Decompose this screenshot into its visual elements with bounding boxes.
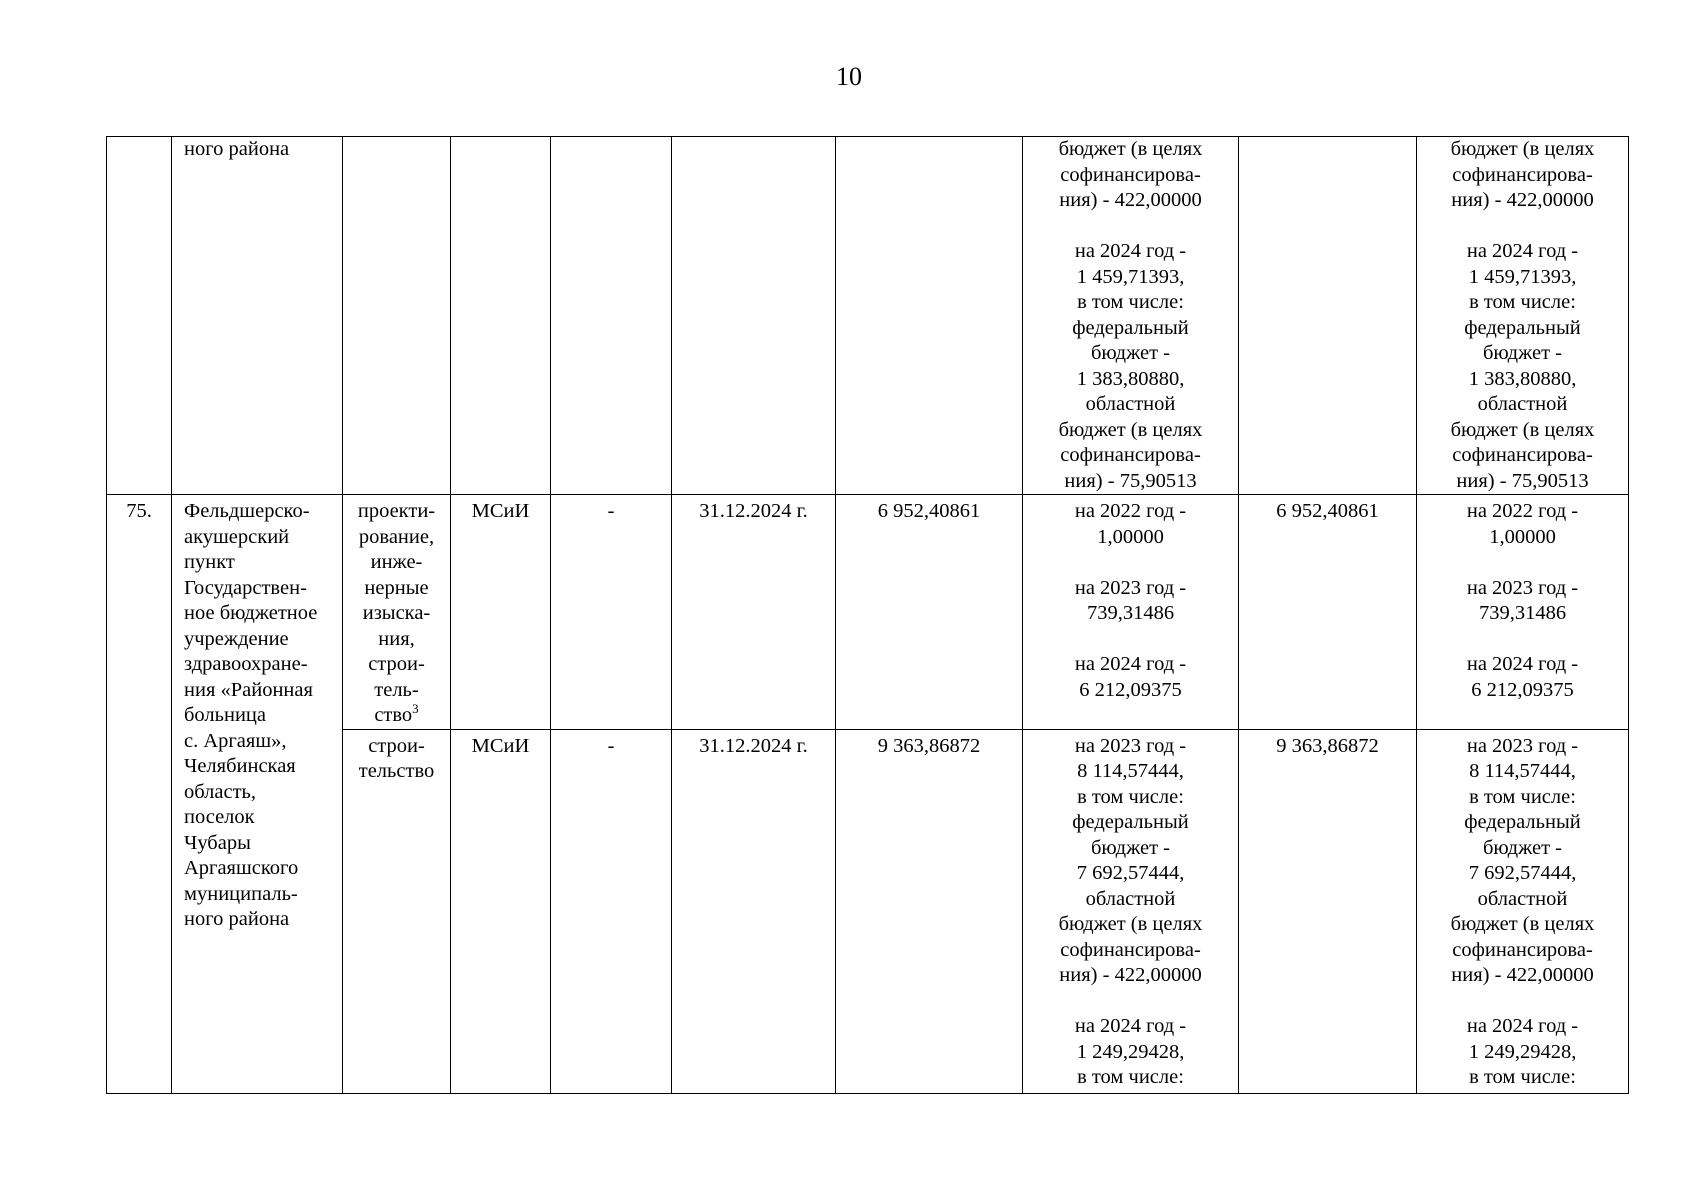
cell-funding-allocated: бюджет (в целях софинансирова- ния) - 422,00000 на 2024 год - 1 459,71393, в том числе: федеральный бюджет - 1 383,80880, областной бюджет (в целях софинансирова- ния) - 75,90513 [1417, 137, 1629, 495]
cell-funding-planned: на 2022 год - 1,00000 на 2023 год - 739,31486 на 2024 год - 6 212,09375 [1023, 495, 1239, 730]
cell-customer: МСиИ [451, 729, 551, 1093]
cell-funding-planned: бюджет (в целях софинансирова- ния) - 422,00000 на 2024 год - 1 459,71393, в том числе: федеральный бюджет - 1 383,80880, областной бюджет (в целях софинансирова- ния) - 75,90513 [1023, 137, 1239, 495]
cell-capacity: - [551, 729, 672, 1093]
cell-number: 75. [107, 495, 172, 1094]
cell-deadline: 31.12.2024 г. [672, 495, 836, 730]
cell-work-type [343, 495, 451, 730]
cell-object-name: ного района [172, 137, 343, 495]
cell-funding-planned: на 2023 год - 8 114,57444, в том числе: федеральный бюджет - 7 692,57444, областной бюджет (в целях софинансирова- ния) - 422,00000 на 2024 год - 1 249,29428, в том числе: [1023, 729, 1239, 1093]
footnote-marker: 3 [412, 701, 419, 717]
cell-object-name: Фельдшерско- акушерский пункт Государствен- ное бюджетное учреждение здравоохране- ния «Районная больница с. Аргаяш», Челябинская область, поселок Чубары Аргаяшского муниципаль- ного района [172, 495, 343, 1094]
table-row-continuation [107, 137, 1629, 495]
cell-work-type [343, 137, 451, 495]
cell-work-type: строи- тельство [343, 729, 451, 1093]
table-row-75a [107, 495, 1629, 730]
cell-customer: МСиИ [451, 495, 551, 730]
cell-estimated-cost: 6 952,40861 [836, 495, 1023, 730]
cell-funding-allocated: на 2022 год - 1,00000 на 2023 год - 739,31486 на 2024 год - 6 212,09375 [1417, 495, 1629, 730]
cell-estimated-cost [836, 137, 1023, 495]
cell-total-allocated [1239, 137, 1417, 495]
work-type-text: проекти- рование, инже- нерные изыска- ния, строи- тель- ство [357, 500, 436, 726]
cell-capacity: - [551, 495, 672, 730]
cell-number [107, 137, 172, 495]
cell-customer [451, 137, 551, 495]
cell-total-allocated: 6 952,40861 [1239, 495, 1417, 730]
cell-deadline [672, 137, 836, 495]
cell-capacity [551, 137, 672, 495]
cell-estimated-cost: 9 363,86872 [836, 729, 1023, 1093]
cell-deadline: 31.12.2024 г. [672, 729, 836, 1093]
budget-table [106, 136, 1629, 1094]
cell-funding-allocated: на 2023 год - 8 114,57444, в том числе: федеральный бюджет - 7 692,57444, областной бюджет (в целях софинансирова- ния) - 422,00000 на 2024 год - 1 249,29428, в том числе: [1417, 729, 1629, 1093]
page-number: 10 [836, 62, 862, 91]
cell-total-allocated: 9 363,86872 [1239, 729, 1417, 1093]
